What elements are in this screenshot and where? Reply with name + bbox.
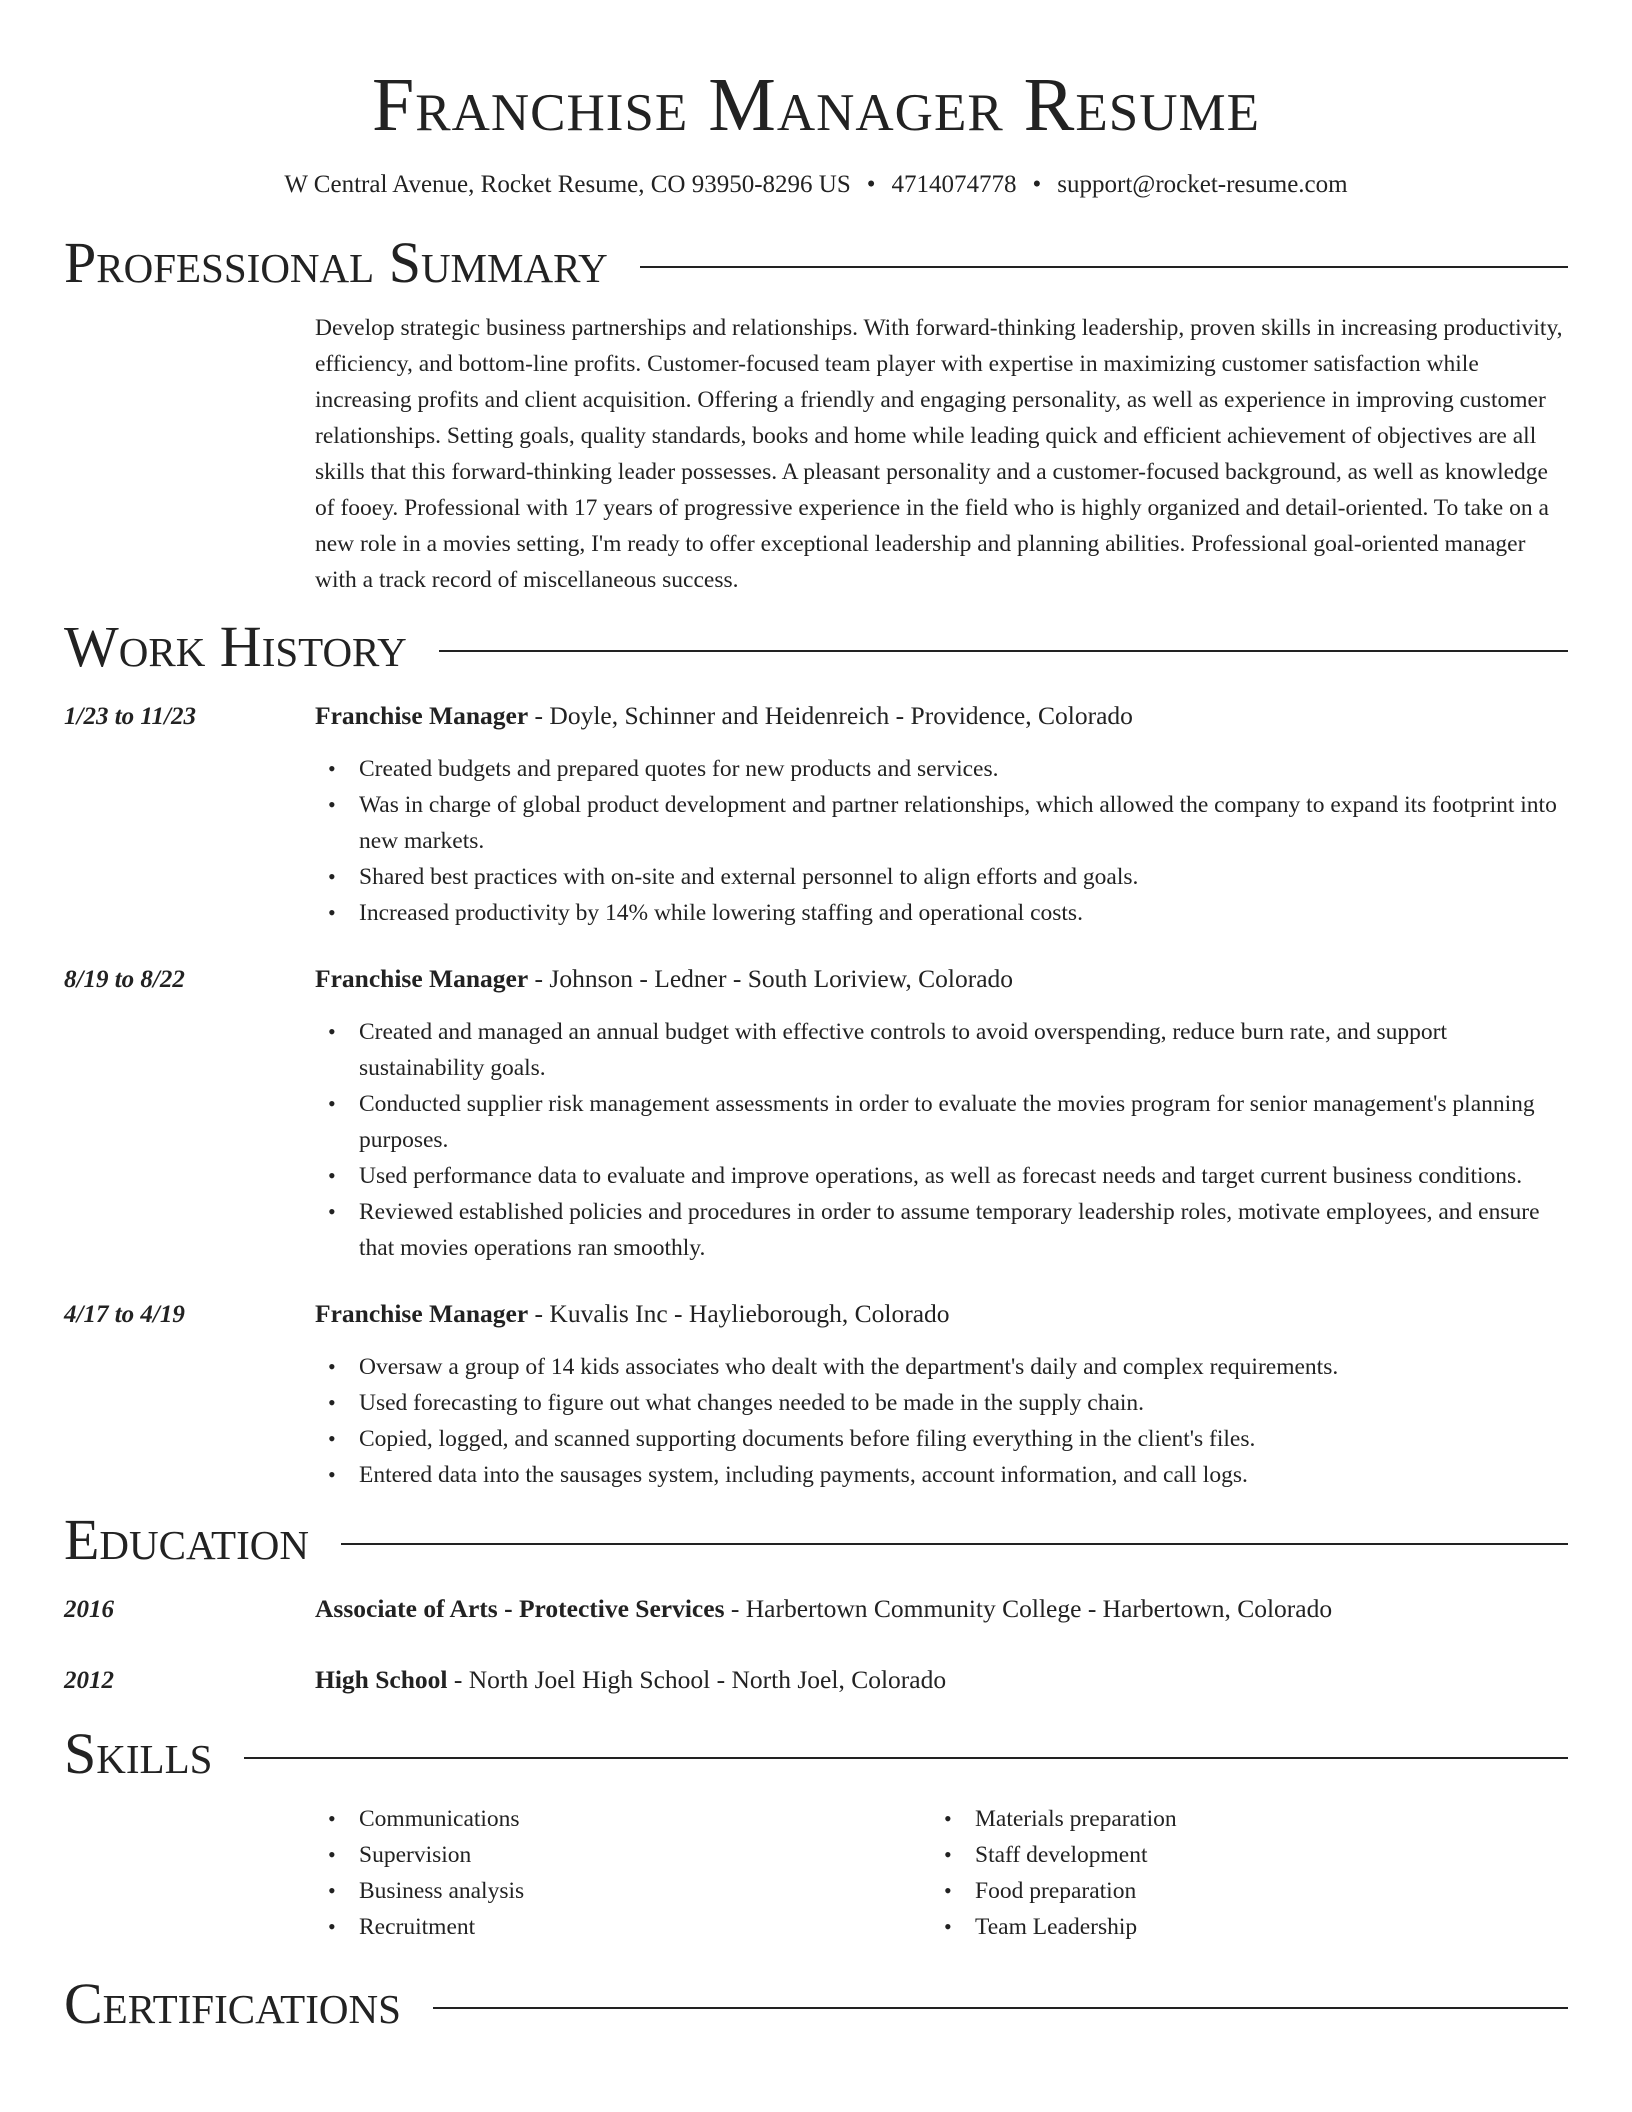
job-bullet: • Created budgets and prepared quotes for new products and services. (359, 751, 1568, 787)
job-bullets (315, 1349, 1568, 1493)
contact-phone: 4714074778 (891, 171, 1017, 198)
summary-heading: Professional Summary (64, 230, 608, 295)
job-details: - Johnson - Ledner - South Loriview, Colorado (528, 964, 1014, 993)
job-bullet: • Conducted supplier risk management assessments in order to evaluate the movies program for senior management's planning purposes. (359, 1086, 1568, 1158)
section-divider (244, 1757, 1568, 1759)
education-year: 2016 (64, 1596, 114, 1623)
job-title: Franchise Manager (315, 964, 529, 993)
job-details: - Doyle, Schinner and Heidenreich - Providence, Colorado (528, 701, 1133, 730)
job-bullet: • Shared best practices with on-site and external personnel to align efforts and goals. (359, 859, 1568, 895)
education-heading-line (315, 1591, 1332, 1627)
skill-item: • Materials preparation (975, 1801, 1547, 1837)
job-bullet: • Used forecasting to figure out what changes needed to be made in the supply chain. (359, 1385, 1568, 1421)
education-heading: Education (64, 1507, 309, 1572)
education-entry (64, 1591, 1568, 1628)
job-header (64, 961, 1568, 998)
section-divider (640, 266, 1568, 268)
work-heading: Work History (64, 614, 407, 679)
job-bullet: • Copied, logged, and scanned supporting documents before filing everything in the client's files. (359, 1421, 1568, 1457)
job-header (64, 698, 1568, 735)
skill-item: • Supervision (359, 1837, 931, 1873)
skill-item: • Staff development (975, 1837, 1547, 1873)
job-bullets (315, 1014, 1568, 1266)
contact-address: W Central Avenue, Rocket Resume, CO 93950-8296 US (284, 171, 851, 198)
education-year: 2012 (64, 1667, 114, 1694)
job-heading (315, 1296, 950, 1332)
skill-item: • Team Leadership (975, 1909, 1547, 1945)
job-bullet: • Was in charge of global product development and partner relationships, which allowed the company to expand its footprint into new markets. (359, 787, 1568, 859)
job-bullet: • Created and managed an annual budget with effective controls to avoid overspending, reduce burn rate, and support sustainability goals. (359, 1014, 1568, 1086)
section-divider (439, 650, 1568, 652)
job-bullet: • Oversaw a group of 14 kids associates who dealt with the department's daily and complex requirements. (359, 1349, 1568, 1385)
job-header (64, 1296, 1568, 1333)
education-degree: Associate of Arts - Protective Services (315, 1594, 725, 1623)
job-heading (315, 698, 1133, 734)
job-bullet: • Increased productivity by 14% while lowering staffing and operational costs. (359, 895, 1568, 931)
summary-section-header (64, 230, 1568, 296)
skills-heading: Skills (64, 1721, 213, 1786)
contact-email: support@rocket-resume.com (1057, 171, 1348, 198)
job-bullet: • Used performance data to evaluate and improve operations, as well as forecast needs and target current business conditions. (359, 1158, 1568, 1194)
skill-item: • Communications (359, 1801, 931, 1837)
skills-section-header (64, 1721, 1568, 1787)
education-heading-line (315, 1662, 946, 1698)
job-bullet: • Reviewed established policies and procedures in order to assume temporary leadership roles, motivate employees, and ensure that movies operations ran smoothly. (359, 1194, 1568, 1266)
job-entry (64, 961, 1568, 1266)
job-dates: 4/17 to 4/19 (64, 1301, 185, 1328)
section-divider (341, 1543, 1568, 1545)
skill-item: • Recruitment (359, 1909, 931, 1945)
job-bullets (315, 751, 1568, 931)
contact-separator: • (1032, 171, 1042, 198)
section-divider (433, 2007, 1568, 2009)
job-dates: 8/19 to 8/22 (64, 966, 185, 993)
education-section-header (64, 1507, 1568, 1573)
job-heading (315, 961, 1013, 997)
job-bullet: • Entered data into the sausages system, including payments, account information, and call logs. (359, 1457, 1568, 1493)
contact-separator: • (866, 171, 876, 198)
resume-page (64, 0, 1568, 2037)
education-degree: High School (315, 1665, 448, 1694)
education-details: - North Joel High School - North Joel, Colorado (447, 1665, 947, 1694)
skill-item: • Food preparation (975, 1873, 1547, 1909)
job-entry (64, 1296, 1568, 1493)
skills-grid (315, 1801, 1568, 1945)
skill-item: • Business analysis (359, 1873, 931, 1909)
contact-line (64, 170, 1568, 200)
job-dates: 1/23 to 11/23 (64, 703, 196, 730)
work-section-header (64, 614, 1568, 680)
certifications-section-header (64, 1971, 1568, 2037)
skills-column-left (315, 1801, 931, 1945)
skills-column-right (931, 1801, 1547, 1945)
education-details: - Harbertown Community College - Harbertown, Colorado (724, 1594, 1333, 1623)
job-entry (64, 698, 1568, 931)
job-title: Franchise Manager (315, 1299, 529, 1328)
job-title: Franchise Manager (315, 701, 529, 730)
resume-title: Franchise Manager Resume (371, 63, 1260, 147)
summary-text: Develop strategic business partnerships and relationships. With forward-thinking leadership, proven skills in increasing productivity, efficiency, and bottom-line profits. Customer-focused team player with expertise in maximizing customer satisfaction while increasing profits and client acquisition. Offering a friendly and engaging personality, as well as experience in improving customer relationships. Setting goals, quality standards, books and home while leading quick and efficient achievement of objectives are all skills that this forward-thinking leader possesses. A pleasant personality and a customer-focused background, as well as knowledge of fooey. Professional with 17 years of progressive experience in the field who is highly organized and detail-oriented. To take on a new role in a movies setting, I'm ready to offer exceptional leadership and planning abilities. Professional goal-oriented manager with a track record of miscellaneous success. (315, 315, 1563, 593)
education-entry (64, 1662, 1568, 1699)
job-details: - Kuvalis Inc - Haylieborough, Colorado (528, 1299, 950, 1328)
certifications-heading: Certifications (64, 1971, 401, 2036)
